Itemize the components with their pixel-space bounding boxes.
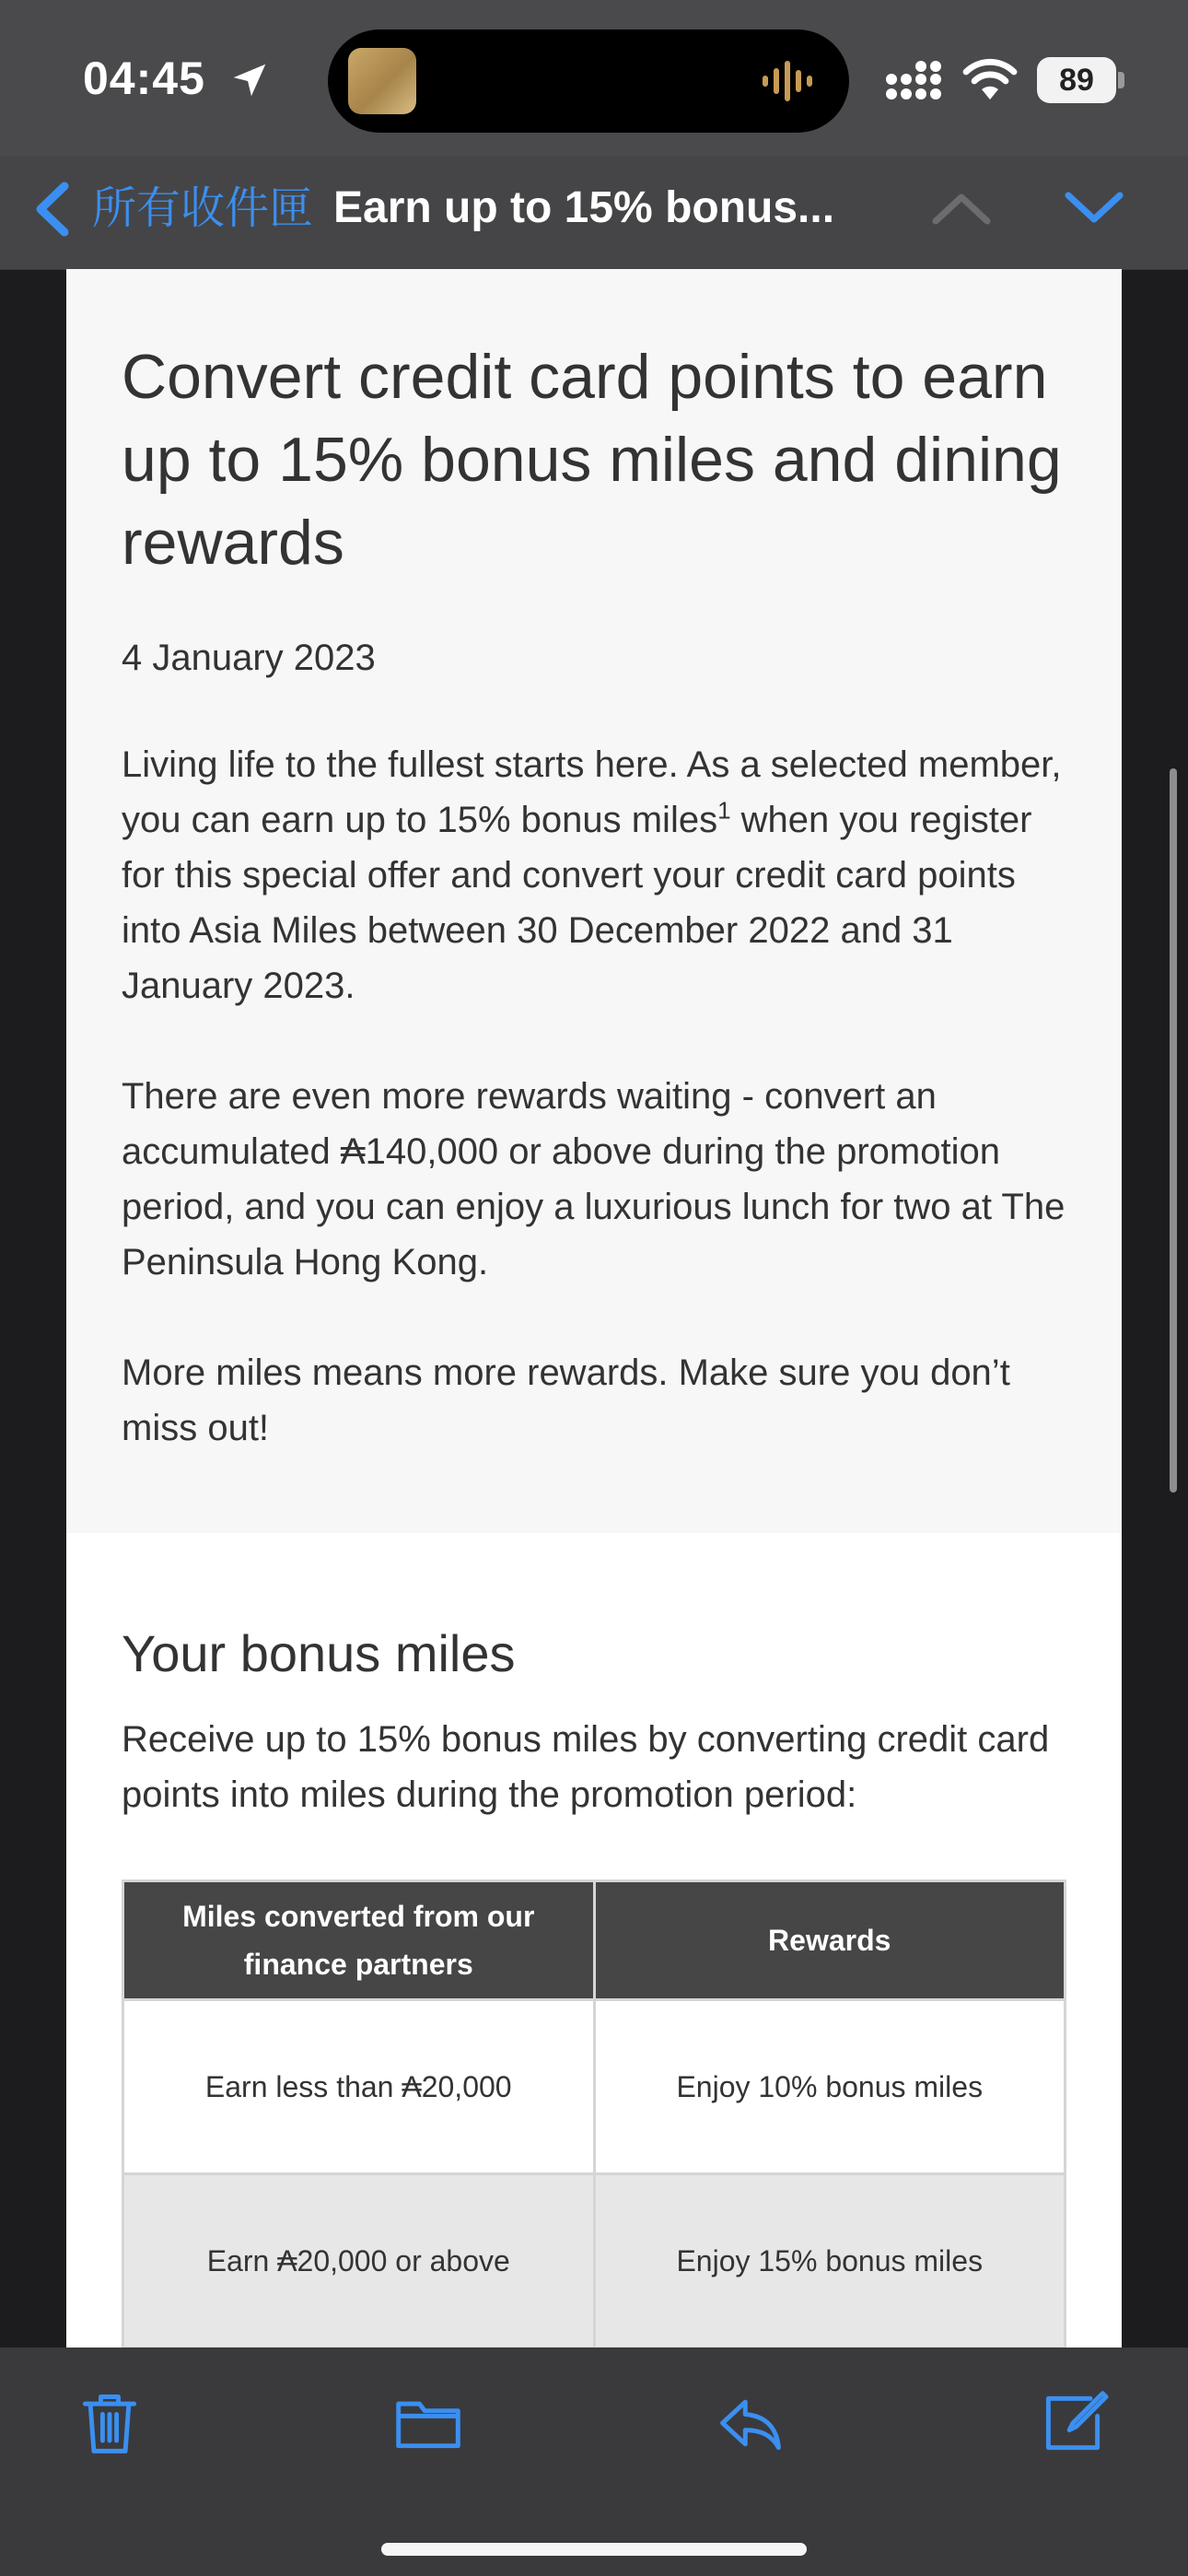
intro-paragraph-text: Living life to the fullest starts here. As a selected member, you can earn up to 15% bonus miles <box>122 744 1062 840</box>
intro-section <box>66 269 1122 1533</box>
now-playing-artwork <box>348 48 416 114</box>
bonus-miles-title: Your bonus miles <box>122 1624 516 1682</box>
bonus-miles-description: Receive up to 15% bonus miles by converting credit card points into miles during the promotion period: <box>122 1719 1050 1815</box>
table-row <box>123 2000 1066 2174</box>
bonus-miles-table <box>122 1879 1066 2348</box>
footnote-1[interactable]: 1 <box>717 796 731 825</box>
table-cell: Earn ₳20,000 or above <box>123 2174 595 2348</box>
table-cell: Enjoy 15% bonus miles <box>594 2174 1066 2348</box>
back-chevron-icon[interactable] <box>31 181 70 238</box>
table-header-miles: Miles converted from our finance partners <box>123 1881 595 2000</box>
scroll-indicator[interactable] <box>1170 768 1177 1493</box>
bonus-miles-section <box>66 1533 1122 2348</box>
table-header-row <box>123 1881 1066 2000</box>
email-date: 4 January 2023 <box>122 638 376 678</box>
table-cell: Earn less than ₳20,000 <box>123 2000 595 2174</box>
email-subject-title: Earn up to 15% bonus... <box>333 183 835 232</box>
location-arrow-icon <box>228 59 271 101</box>
wifi-icon <box>961 57 1019 101</box>
table-cell: Enjoy 10% bonus miles <box>594 2000 1066 2174</box>
back-button[interactable]: 所有收件匣 <box>92 182 314 234</box>
closing-paragraph: More miles means more rewards. Make sure you don’t miss out! <box>122 1352 1010 1448</box>
status-time: 04:45 <box>83 53 205 104</box>
email-body[interactable] <box>66 269 1122 2348</box>
cellular-signal-icon <box>884 61 947 101</box>
bottom-toolbar <box>0 2348 1188 2576</box>
rewards-paragraph: There are even more rewards waiting - convert an accumulated ₳140,000 or above during the promotion period, and you can enjoy a luxurious lunch for two at The Peninsula Hong Kong. <box>122 1076 1066 1282</box>
table-row <box>123 2174 1066 2348</box>
compose-icon[interactable] <box>1037 2388 1109 2458</box>
trash-icon[interactable] <box>74 2388 146 2458</box>
folder-icon[interactable] <box>392 2388 464 2458</box>
battery-icon <box>1037 57 1116 103</box>
reply-icon[interactable] <box>715 2388 786 2458</box>
next-message-chevron-down-icon[interactable] <box>1063 190 1125 227</box>
previous-message-chevron-up-icon[interactable] <box>930 190 993 227</box>
waveform-icon <box>763 61 821 101</box>
home-indicator[interactable] <box>381 2543 807 2556</box>
table-header-rewards: Rewards <box>594 1881 1066 2000</box>
battery-level: 89 <box>1059 62 1094 98</box>
email-headline: Convert credit card points to earn up to 15% bonus miles and dining rewards <box>122 342 1062 578</box>
intro-paragraph <box>122 737 1066 1013</box>
intro-paragraph-text-cont: when you register for this special offer and convert your credit card points into Asia Miles between 30 December 2022 and 31 January 2023. <box>122 800 1032 1006</box>
battery-tip <box>1118 72 1124 88</box>
